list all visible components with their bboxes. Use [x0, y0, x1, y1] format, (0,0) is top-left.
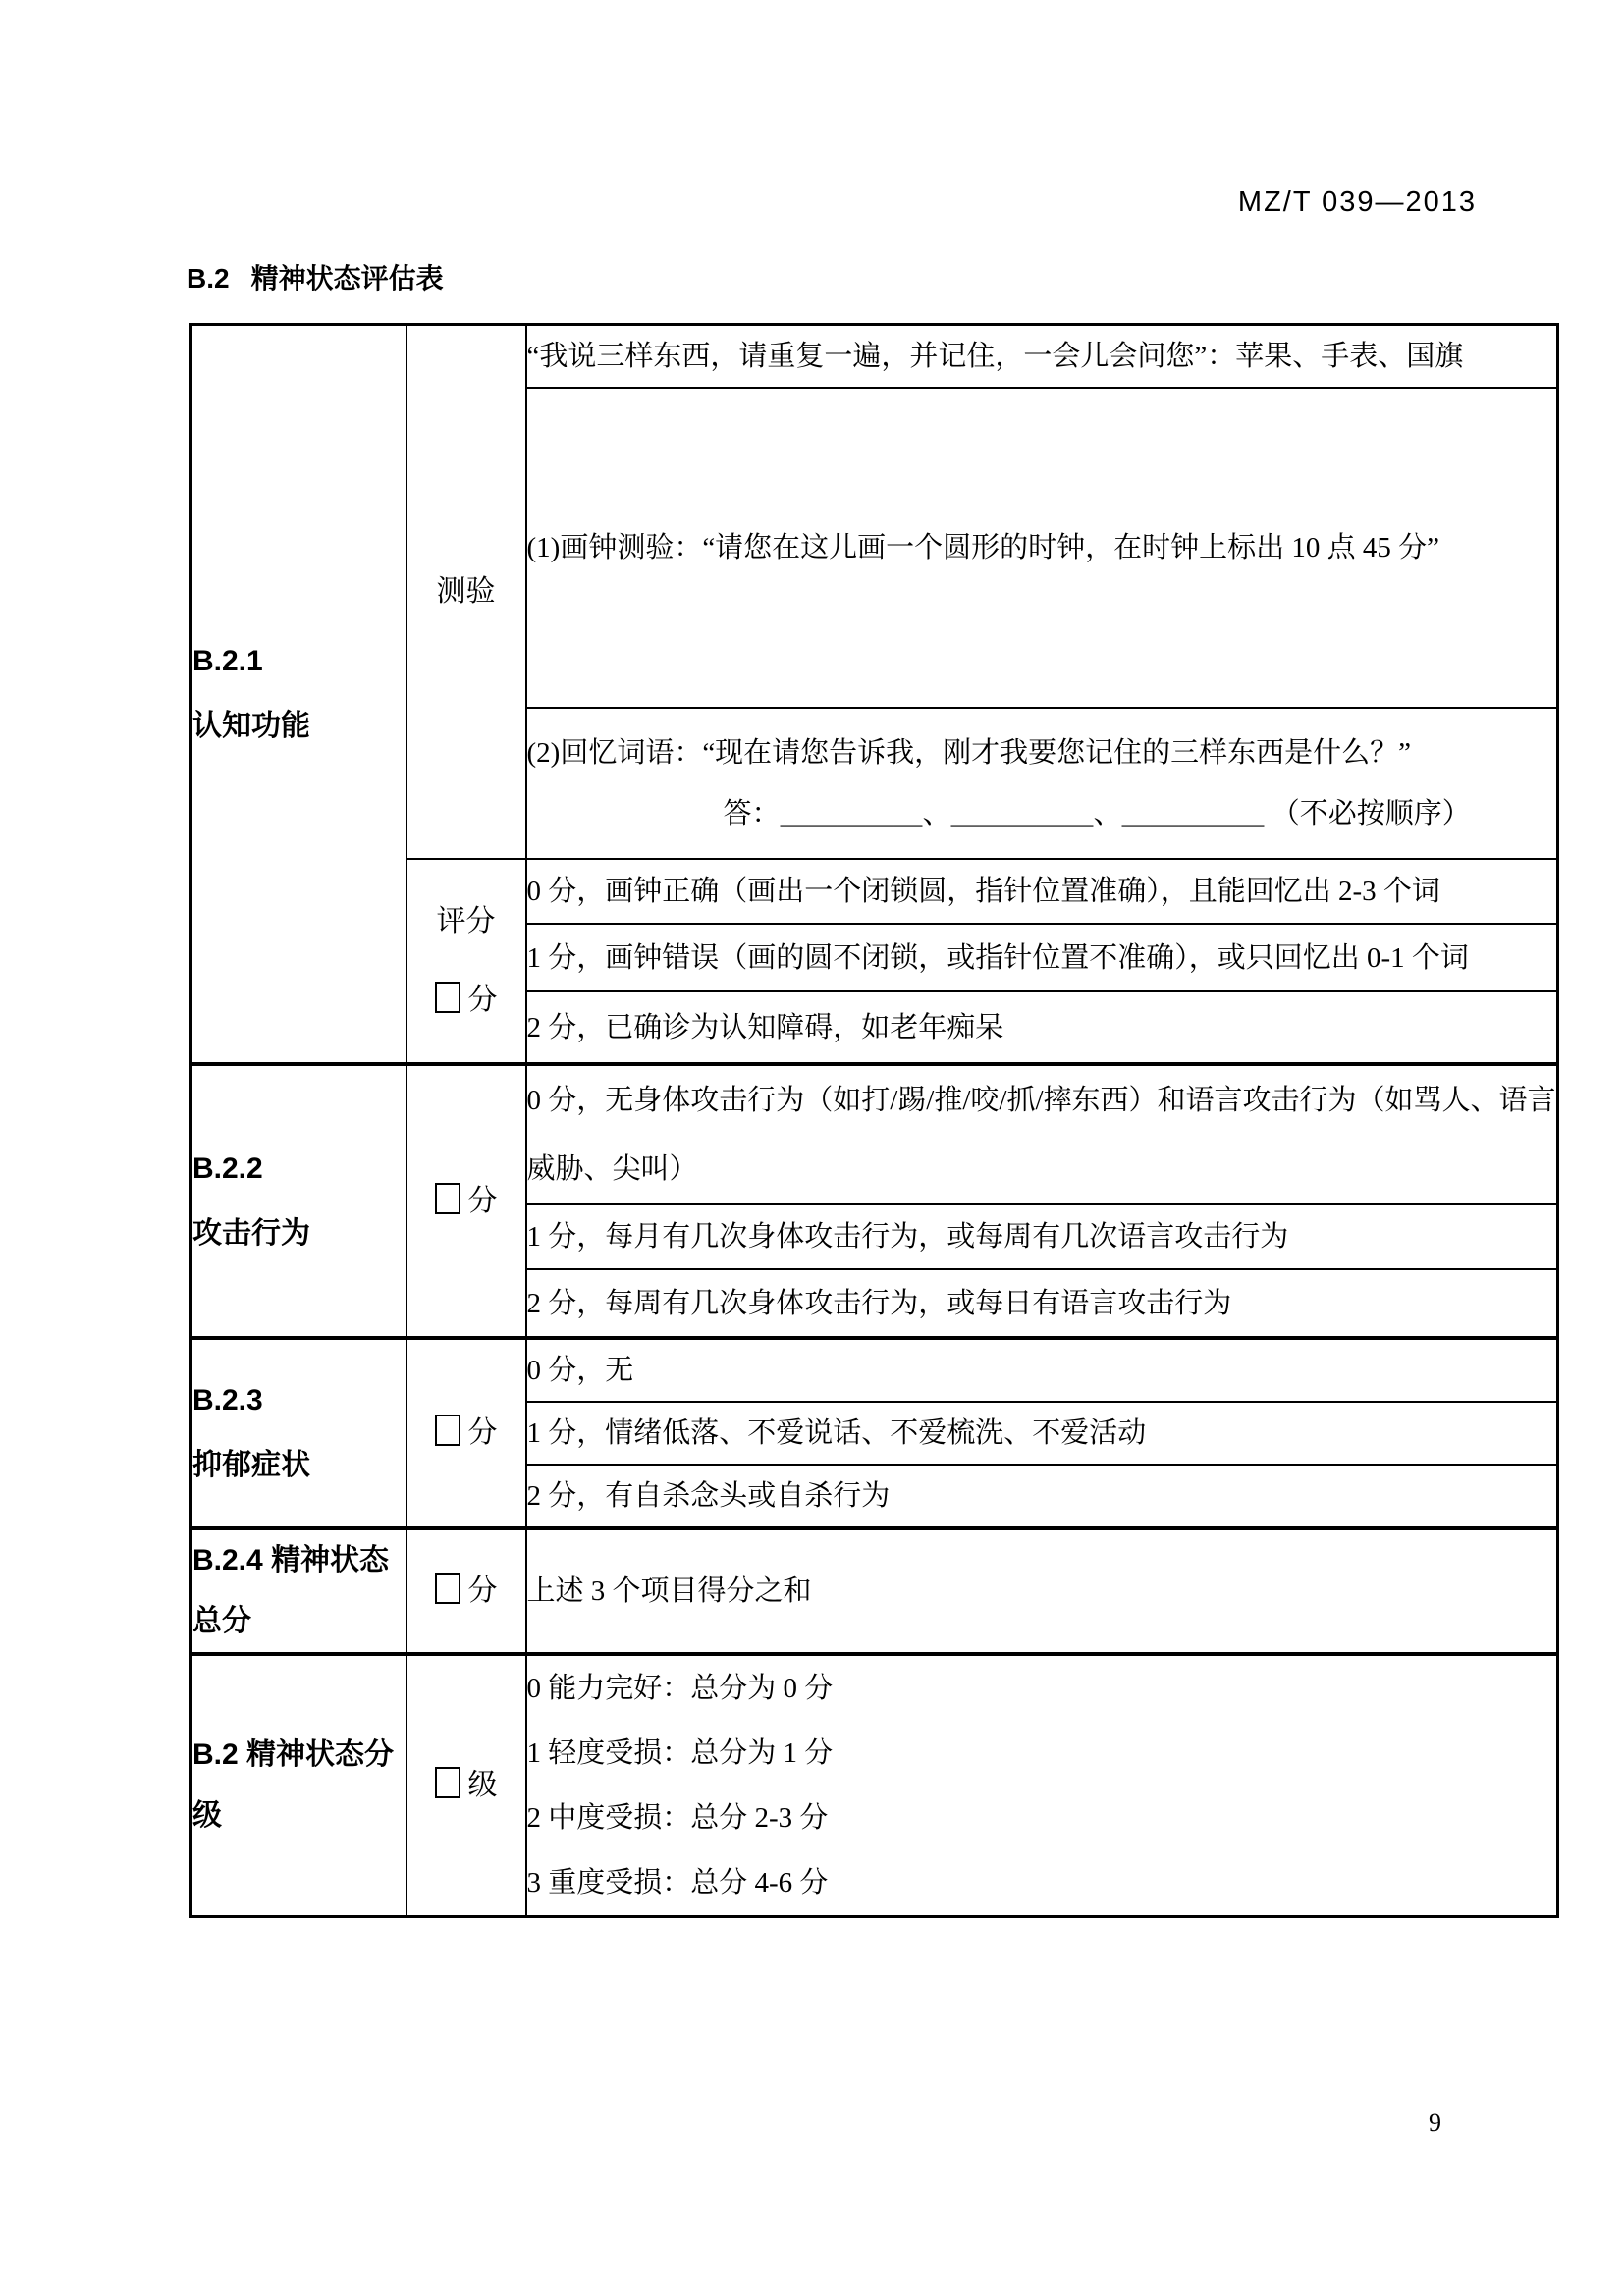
b23-name: 抑郁症状 — [192, 1449, 310, 1481]
cell-b22-label — [191, 1064, 406, 1338]
empty-checkbox-icon — [435, 1767, 460, 1798]
cell-b21-score-label — [406, 859, 526, 1064]
b23-score-unit: 分 — [467, 1416, 498, 1449]
b24-name: 精神状态总分 — [192, 1544, 390, 1637]
cell-b22-score-label — [406, 1064, 526, 1338]
cell-b23-label — [191, 1338, 406, 1528]
grading-level-0: 0 能力完好：总分为 0 分 — [526, 1673, 834, 1704]
cell-b23-score-2: 2 分，有自杀念头或自杀行为 — [526, 1465, 1558, 1528]
section-heading — [187, 257, 444, 296]
cell-b24-label — [191, 1528, 406, 1654]
grading-level-2: 2 中度受损：总分 2-3 分 — [526, 1802, 829, 1834]
cell-b21-score-2: 2 分，已确诊为认知障碍，如老年痴呆 — [526, 991, 1558, 1064]
cell-b22-score-1: 1 分，每月有几次身体攻击行为，或每周有几次语言攻击行为 — [526, 1204, 1558, 1269]
b22-score-unit: 分 — [467, 1184, 498, 1217]
section-heading-text: 精神状态评估表 — [250, 263, 444, 294]
cell-b24-content: 上述 3 个项目得分之和 — [526, 1528, 1558, 1654]
cell-grading-score-label — [406, 1654, 526, 1917]
cell-b22-score-0: 0 分，无身体攻击行为（如打/踢/推/咬/抓/摔东西）和语言攻击行为（如骂人、语言威胁、尖叫） — [526, 1064, 1558, 1204]
empty-checkbox-icon — [435, 982, 460, 1013]
cell-b23-score-0: 0 分，无 — [526, 1338, 1558, 1402]
b22-name: 攻击行为 — [192, 1216, 310, 1250]
b21-score-unit: 分 — [467, 984, 498, 1016]
standard-code: MZ/T 039—2013 — [1237, 187, 1477, 218]
cell-recall-test — [526, 708, 1558, 859]
empty-checkbox-icon — [435, 1573, 460, 1604]
grading-name: 精神状态分级 — [192, 1738, 395, 1832]
grading-level-3: 3 重度受损：总分 4-6 分 — [526, 1867, 829, 1898]
b21-score-caption: 评分 — [436, 905, 496, 937]
cell-b22-score-2: 2 分，每周有几次身体攻击行为，或每日有语言攻击行为 — [526, 1269, 1558, 1338]
b21-id: B.2.1 — [192, 645, 263, 677]
b21-name: 认知功能 — [192, 710, 310, 742]
page-number: 9 — [1429, 2109, 1441, 2137]
b24-id: B.2.4 — [192, 1544, 263, 1576]
empty-checkbox-icon — [435, 1183, 460, 1214]
grading-id: B.2 — [192, 1738, 239, 1771]
empty-checkbox-icon — [435, 1415, 460, 1446]
grading-level-1: 1 轻度受损：总分为 1 分 — [526, 1737, 834, 1769]
cell-b23-score-label — [406, 1338, 526, 1528]
cell-b24-score-label — [406, 1528, 526, 1654]
cell-memory-prompt: “我说三样东西，请重复一遍，并记住，一会儿会问您”：苹果、手表、国旗 — [526, 325, 1558, 389]
section-heading-number: B.2 — [187, 263, 230, 294]
grading-score-unit: 级 — [467, 1769, 498, 1801]
cell-b21-test-label: 测验 — [406, 325, 526, 860]
b21-score-box-line — [407, 961, 525, 1040]
b23-id: B.2.3 — [192, 1384, 263, 1416]
cell-clock-test: (1)画钟测验：“请您在这儿画一个圆形的时钟，在时钟上标出 10 点 45 分” — [526, 388, 1558, 708]
cell-b21-score-1: 1 分，画钟错误（画的圆不闭锁，或指针位置不准确），或只回忆出 0-1 个词 — [526, 924, 1558, 991]
cell-b21-score-0: 0 分，画钟正确（画出一个闭锁圆，指针位置准确），且能回忆出 2-3 个词 — [526, 859, 1558, 924]
cell-grading-levels — [526, 1654, 1558, 1917]
cell-b23-score-1: 1 分，情绪低落、不爱说话、不爱梳洗、不爱活动 — [526, 1402, 1558, 1465]
recall-prompt: (2)回忆词语：“现在请您告诉我，刚才我要您记住的三样东西是什么？” — [526, 737, 1412, 769]
cell-grading-label — [191, 1654, 406, 1917]
recall-answer-blanks: 答：＿＿＿＿＿、＿＿＿＿＿、＿＿＿＿＿ （不必按顺序） — [723, 798, 1471, 829]
cell-b21-label — [191, 325, 406, 1065]
mental-state-assessment-table — [189, 323, 1559, 1918]
b22-id: B.2.2 — [192, 1151, 263, 1185]
b24-score-unit: 分 — [467, 1575, 498, 1607]
